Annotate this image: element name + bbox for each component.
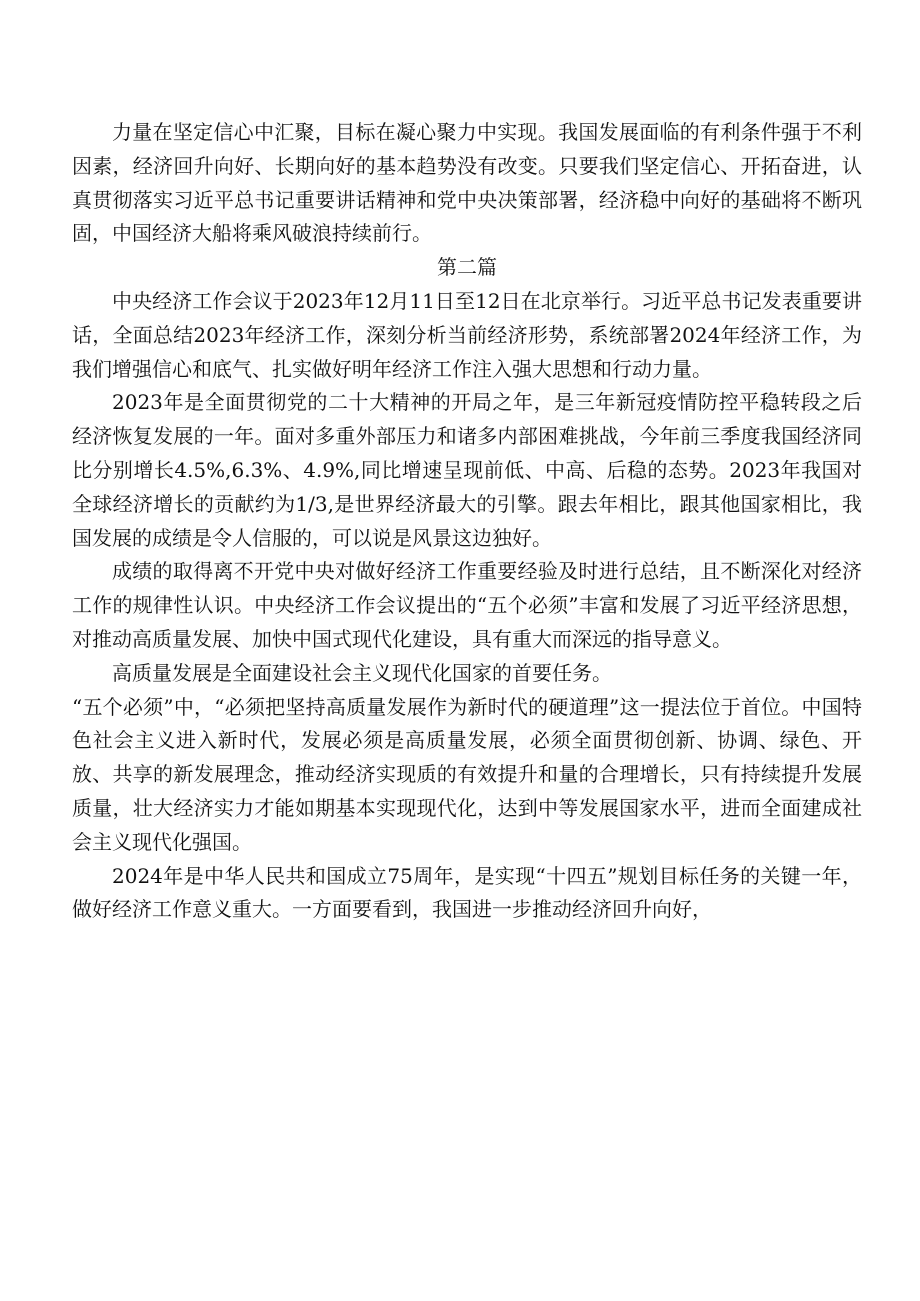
paragraph-5: 高质量发展是全面建设社会主义现代化国家的首要任务。 [112, 660, 612, 685]
paragraph-4: 成绩的取得离不开党中央对做好经济工作重要经验及时进行总结，且不断深化对经济工作的规律性认识。中央经济工作会议提出的“五个必须”丰富和发展了习近平经济思想，对推动高质量发展、加快中国式现代化建设，具有重大而深远的指导意义。 [72, 559, 862, 651]
section-heading: 第二篇 [437, 255, 497, 280]
document-body [72, 116, 862, 927]
paragraph-3: 2023年是全面贯彻党的二十大精神的开局之年，是三年新冠疫情防控平稳转段之后经济恢复发展的一年。面对多重外部压力和诸多内部困难挑战，今年前三季度我国经济同比分别增长4.5%,6.3%、4.9%,同比增速呈现前低、中高、后稳的态势。2023年我国对全球经济增长的贡献约为1/3,是世界经济最大的引擎。跟去年相比，跟其他国家相比，我国发展的成绩是令人信服的，可以说是风景这边独好。 [72, 390, 862, 550]
paragraph-7: 2024年是中华人民共和国成立75周年，是实现“十四五”规划目标任务的关键一年，做好经济工作意义重大。一方面要看到，我国进一步推动经济回升向好， [72, 863, 862, 922]
paragraph-6: “五个必须”中，“必须把坚持高质量发展作为新时代的硬道理”这一提法位于首位。中国特色社会主义进入新时代，发展必须是高质量发展，必须全面贯彻创新、协调、绿色、开放、共享的新发展理念，推动经济实现质的有效提升和量的合理增长，只有持续提升发展质量，壮大经济实力才能如期基本实现现代化，达到中等发展国家水平，进而全面建成社会主义现代化强国。 [72, 694, 862, 854]
paragraph-1: 力量在坚定信心中汇聚，目标在凝心聚力中实现。我国发展面临的有利条件强于不利因素，经济回升向好、长期向好的基本趋势没有改变。只要我们坚定信心、开拓奋进，认真贯彻落实习近平总书记重要讲话精神和党中央决策部署，经济稳中向好的基础将不断巩固，中国经济大船将乘风破浪持续前行。 [72, 120, 862, 246]
paragraph-2: 中央经济工作会议于2023年12月11日至12日在北京举行。习近平总书记发表重要讲话，全面总结2023年经济工作，深刻分析当前经济形势，系统部署2024年经济工作，为我们增强信心和底气、扎实做好明年经济工作注入强大思想和行动力量。 [72, 288, 862, 381]
